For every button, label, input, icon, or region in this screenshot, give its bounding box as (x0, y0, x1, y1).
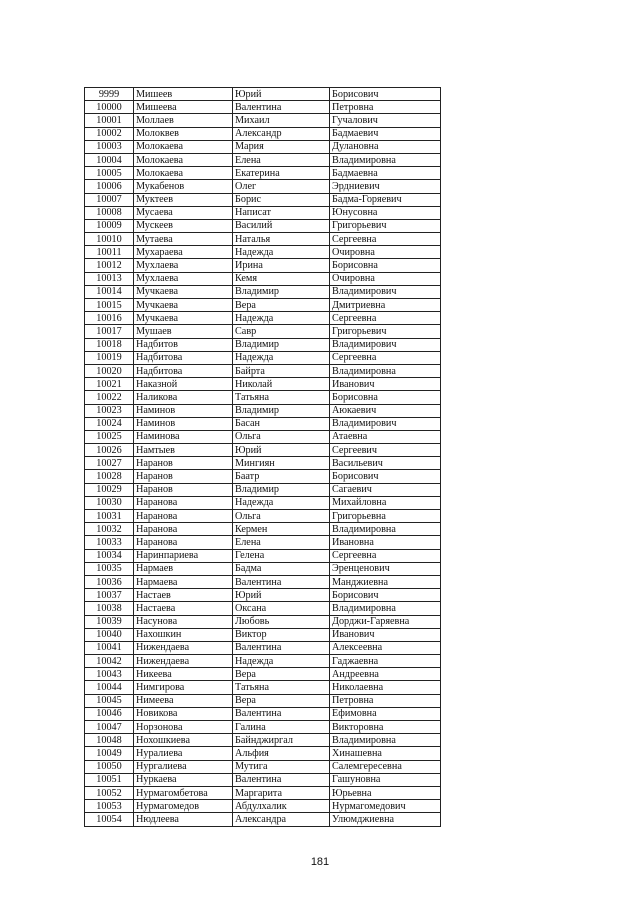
table-row (85, 391, 441, 404)
first-name-cell: Баатр (233, 470, 330, 483)
table-row (85, 312, 441, 325)
first-name-cell: Гелена (233, 549, 330, 562)
surname-cell: Мухараева (134, 246, 233, 259)
first-name-cell: Александра (233, 813, 330, 826)
patronymic-cell: Иванович (330, 378, 441, 391)
record-number-cell: 10040 (85, 628, 134, 641)
surname-cell: Наранова (134, 536, 233, 549)
patronymic-cell: Улюмджиевна (330, 813, 441, 826)
first-name-cell: Борис (233, 193, 330, 206)
surname-cell: Наранов (134, 483, 233, 496)
table-row (85, 180, 441, 193)
first-name-cell: Юрий (233, 444, 330, 457)
first-name-cell: Басан (233, 417, 330, 430)
surname-cell: Мучкаева (134, 299, 233, 312)
table-row (85, 153, 441, 166)
record-number-cell: 10017 (85, 325, 134, 338)
record-number-cell: 10005 (85, 167, 134, 180)
record-number-cell: 10009 (85, 219, 134, 232)
first-name-cell: Бадма (233, 562, 330, 575)
record-number-cell: 10036 (85, 575, 134, 588)
table-row (85, 404, 441, 417)
surname-cell: Настаев (134, 589, 233, 602)
surname-cell: Мусаева (134, 206, 233, 219)
table-row (85, 760, 441, 773)
first-name-cell: Надежда (233, 312, 330, 325)
surname-cell: Настаева (134, 602, 233, 615)
record-number-cell: 10046 (85, 707, 134, 720)
patronymic-cell: Очировна (330, 272, 441, 285)
surname-cell: Наранова (134, 510, 233, 523)
record-number-cell: 10006 (85, 180, 134, 193)
table-row (85, 496, 441, 509)
record-number-cell: 10028 (85, 470, 134, 483)
surname-cell: Мишеева (134, 101, 233, 114)
patronymic-cell: Гашуновна (330, 773, 441, 786)
record-number-cell: 10007 (85, 193, 134, 206)
table-row (85, 536, 441, 549)
record-number-cell: 10049 (85, 747, 134, 760)
table-row (85, 641, 441, 654)
table-row (85, 233, 441, 246)
first-name-cell: Галина (233, 721, 330, 734)
first-name-cell: Юрий (233, 88, 330, 101)
record-number-cell: 10013 (85, 272, 134, 285)
first-name-cell: Валентина (233, 707, 330, 720)
register-body (85, 88, 441, 827)
patronymic-cell: Бадмаевна (330, 167, 441, 180)
table-row (85, 483, 441, 496)
record-number-cell: 10047 (85, 721, 134, 734)
surname-cell: Мутаева (134, 233, 233, 246)
first-name-cell: Наталья (233, 233, 330, 246)
table-row (85, 562, 441, 575)
table-row (85, 101, 441, 114)
record-number-cell: 10054 (85, 813, 134, 826)
surname-cell: Нармаев (134, 562, 233, 575)
patronymic-cell: Ефимовна (330, 707, 441, 720)
first-name-cell: Мутига (233, 760, 330, 773)
first-name-cell: Михаил (233, 114, 330, 127)
first-name-cell: Юрий (233, 589, 330, 602)
patronymic-cell: Сергеевна (330, 312, 441, 325)
patronymic-cell: Хинашевна (330, 747, 441, 760)
surname-cell: Нижендаева (134, 641, 233, 654)
first-name-cell: Валентина (233, 773, 330, 786)
record-number-cell: 10039 (85, 615, 134, 628)
patronymic-cell: Михайловна (330, 496, 441, 509)
patronymic-cell: Владимировна (330, 364, 441, 377)
surname-cell: Наринпариева (134, 549, 233, 562)
table-row (85, 800, 441, 813)
table-row (85, 523, 441, 536)
table-row (85, 549, 441, 562)
surname-cell: Наминова (134, 430, 233, 443)
table-row (85, 114, 441, 127)
table-row (85, 272, 441, 285)
first-name-cell: Елена (233, 153, 330, 166)
record-number-cell: 10025 (85, 430, 134, 443)
record-number-cell: 10019 (85, 351, 134, 364)
table-row (85, 747, 441, 760)
patronymic-cell: Бадмаевич (330, 127, 441, 140)
first-name-cell: Кермен (233, 523, 330, 536)
first-name-cell: Валентина (233, 101, 330, 114)
record-number-cell: 10034 (85, 549, 134, 562)
first-name-cell: Татьяна (233, 681, 330, 694)
table-row (85, 219, 441, 232)
record-number-cell: 10037 (85, 589, 134, 602)
patronymic-cell: Гаджаевна (330, 655, 441, 668)
surname-cell: Надбитова (134, 364, 233, 377)
surname-cell: Мушаев (134, 325, 233, 338)
record-number-cell: 10021 (85, 378, 134, 391)
first-name-cell: Татьяна (233, 391, 330, 404)
patronymic-cell: Борисович (330, 470, 441, 483)
first-name-cell: Елена (233, 536, 330, 549)
patronymic-cell: Борисовна (330, 259, 441, 272)
table-row (85, 773, 441, 786)
surname-cell: Насунова (134, 615, 233, 628)
record-number-cell: 10004 (85, 153, 134, 166)
table-row (85, 127, 441, 140)
patronymic-cell: Сагаевич (330, 483, 441, 496)
surname-cell: Наранова (134, 523, 233, 536)
surname-cell: Мукабенов (134, 180, 233, 193)
first-name-cell: Василий (233, 219, 330, 232)
patronymic-cell: Нурмагомедович (330, 800, 441, 813)
patronymic-cell: Ивановна (330, 536, 441, 549)
patronymic-cell: Бадма-Горяевич (330, 193, 441, 206)
surname-cell: Надбитов (134, 338, 233, 351)
patronymic-cell: Эрдниевич (330, 180, 441, 193)
surname-cell: Наранов (134, 457, 233, 470)
surname-cell: Никеева (134, 668, 233, 681)
patronymic-cell: Владимирович (330, 285, 441, 298)
patronymic-cell: Салемгересевна (330, 760, 441, 773)
table-row (85, 694, 441, 707)
record-number-cell: 10045 (85, 694, 134, 707)
table-row (85, 628, 441, 641)
record-number-cell: 10043 (85, 668, 134, 681)
patronymic-cell: Манджиевна (330, 575, 441, 588)
table-row (85, 655, 441, 668)
record-number-cell: 10044 (85, 681, 134, 694)
table-row (85, 246, 441, 259)
record-number-cell: 10012 (85, 259, 134, 272)
patronymic-cell: Дорджи-Гаряевна (330, 615, 441, 628)
patronymic-cell: Иванович (330, 628, 441, 641)
first-name-cell: Олег (233, 180, 330, 193)
table-row (85, 575, 441, 588)
first-name-cell: Ольга (233, 430, 330, 443)
patronymic-cell: Юрьевна (330, 786, 441, 799)
surname-cell: Мускеев (134, 219, 233, 232)
record-number-cell: 10048 (85, 734, 134, 747)
surname-cell: Нургалиева (134, 760, 233, 773)
record-number-cell: 10010 (85, 233, 134, 246)
surname-cell: Молокаева (134, 140, 233, 153)
first-name-cell: Вера (233, 668, 330, 681)
table-row (85, 707, 441, 720)
first-name-cell: Надежда (233, 655, 330, 668)
first-name-cell: Мингиян (233, 457, 330, 470)
surname-cell: Наминов (134, 417, 233, 430)
patronymic-cell: Дмитриевна (330, 299, 441, 312)
first-name-cell: Альфия (233, 747, 330, 760)
record-number-cell: 10027 (85, 457, 134, 470)
patronymic-cell: Петровна (330, 101, 441, 114)
patronymic-cell: Борисовна (330, 391, 441, 404)
table-row (85, 364, 441, 377)
record-number-cell: 10038 (85, 602, 134, 615)
table-row (85, 615, 441, 628)
first-name-cell: Надежда (233, 351, 330, 364)
record-number-cell: 10024 (85, 417, 134, 430)
first-name-cell: Кемя (233, 272, 330, 285)
patronymic-cell: Владимирович (330, 417, 441, 430)
first-name-cell: Надежда (233, 246, 330, 259)
table-row (85, 668, 441, 681)
patronymic-cell: Атаевна (330, 430, 441, 443)
surname-cell: Молоквев (134, 127, 233, 140)
first-name-cell: Александр (233, 127, 330, 140)
record-number-cell: 10031 (85, 510, 134, 523)
surname-cell: Мухлаева (134, 272, 233, 285)
surname-cell: Мишеев (134, 88, 233, 101)
patronymic-cell: Владимировна (330, 734, 441, 747)
record-number-cell: 10023 (85, 404, 134, 417)
record-number-cell: 10011 (85, 246, 134, 259)
record-number-cell: 10000 (85, 101, 134, 114)
table-row (85, 140, 441, 153)
name-register-table (84, 87, 441, 827)
record-number-cell: 10003 (85, 140, 134, 153)
table-row (85, 681, 441, 694)
record-number-cell: 10033 (85, 536, 134, 549)
record-number-cell: 10029 (85, 483, 134, 496)
first-name-cell: Вера (233, 694, 330, 707)
first-name-cell: Написат (233, 206, 330, 219)
record-number-cell: 10014 (85, 285, 134, 298)
first-name-cell: Абдулхалик (233, 800, 330, 813)
table-row (85, 285, 441, 298)
record-number-cell: 10035 (85, 562, 134, 575)
record-number-cell: 10026 (85, 444, 134, 457)
page-number: 181 (310, 856, 330, 868)
patronymic-cell: Николаевна (330, 681, 441, 694)
patronymic-cell: Владимировна (330, 602, 441, 615)
surname-cell: Нижендаева (134, 655, 233, 668)
patronymic-cell: Владимирович (330, 338, 441, 351)
surname-cell: Молокаева (134, 153, 233, 166)
surname-cell: Нимеева (134, 694, 233, 707)
table-row (85, 417, 441, 430)
record-number-cell: 10050 (85, 760, 134, 773)
patronymic-cell: Владимировна (330, 523, 441, 536)
surname-cell: Надбитова (134, 351, 233, 364)
record-number-cell: 10032 (85, 523, 134, 536)
record-number-cell: 10016 (85, 312, 134, 325)
table-row (85, 457, 441, 470)
first-name-cell: Владимир (233, 483, 330, 496)
surname-cell: Намтыев (134, 444, 233, 457)
patronymic-cell: Васильевич (330, 457, 441, 470)
record-number-cell: 10041 (85, 641, 134, 654)
surname-cell: Нурмагомбетова (134, 786, 233, 799)
surname-cell: Нурмагомедов (134, 800, 233, 813)
surname-cell: Норзонова (134, 721, 233, 734)
table-row (85, 259, 441, 272)
surname-cell: Мухлаева (134, 259, 233, 272)
first-name-cell: Виктор (233, 628, 330, 641)
first-name-cell: Екатерина (233, 167, 330, 180)
table-row (85, 510, 441, 523)
patronymic-cell: Викторовна (330, 721, 441, 734)
patronymic-cell: Григорьевич (330, 219, 441, 232)
first-name-cell: Владимир (233, 285, 330, 298)
record-number-cell: 10008 (85, 206, 134, 219)
record-number-cell: 10022 (85, 391, 134, 404)
table-row (85, 589, 441, 602)
first-name-cell: Владимир (233, 338, 330, 351)
table-row (85, 813, 441, 826)
table-row (85, 378, 441, 391)
surname-cell: Наминов (134, 404, 233, 417)
record-number-cell: 10053 (85, 800, 134, 813)
surname-cell: Нюдлеева (134, 813, 233, 826)
table-row (85, 193, 441, 206)
patronymic-cell: Григорьевна (330, 510, 441, 523)
first-name-cell: Оксана (233, 602, 330, 615)
record-number-cell: 10030 (85, 496, 134, 509)
patronymic-cell: Петровна (330, 694, 441, 707)
patronymic-cell: Андреевна (330, 668, 441, 681)
first-name-cell: Валентина (233, 641, 330, 654)
patronymic-cell: Гучалович (330, 114, 441, 127)
patronymic-cell: Сергеевна (330, 233, 441, 246)
surname-cell: Муктеев (134, 193, 233, 206)
table-row (85, 206, 441, 219)
table-row (85, 470, 441, 483)
surname-cell: Нохошкиева (134, 734, 233, 747)
table-row (85, 338, 441, 351)
patronymic-cell: Дулановна (330, 140, 441, 153)
surname-cell: Моллаев (134, 114, 233, 127)
surname-cell: Мучкаева (134, 285, 233, 298)
surname-cell: Нармаева (134, 575, 233, 588)
patronymic-cell: Очировна (330, 246, 441, 259)
record-number-cell: 10002 (85, 127, 134, 140)
patronymic-cell: Сергеевич (330, 444, 441, 457)
patronymic-cell: Алексеевна (330, 641, 441, 654)
first-name-cell: Ирина (233, 259, 330, 272)
table-row (85, 430, 441, 443)
first-name-cell: Любовь (233, 615, 330, 628)
surname-cell: Мучкаева (134, 312, 233, 325)
surname-cell: Нимгирова (134, 681, 233, 694)
patronymic-cell: Юнусовна (330, 206, 441, 219)
first-name-cell: Надежда (233, 496, 330, 509)
surname-cell: Нахошкин (134, 628, 233, 641)
first-name-cell: Ольга (233, 510, 330, 523)
record-number-cell: 10018 (85, 338, 134, 351)
patronymic-cell: Владимировна (330, 153, 441, 166)
surname-cell: Нуралиева (134, 747, 233, 760)
patronymic-cell: Эренценович (330, 562, 441, 575)
patronymic-cell: Сергеевна (330, 351, 441, 364)
record-number-cell: 9999 (85, 88, 134, 101)
table-row (85, 444, 441, 457)
table-row (85, 721, 441, 734)
patronymic-cell: Борисович (330, 589, 441, 602)
patronymic-cell: Аюкаевич (330, 404, 441, 417)
first-name-cell: Валентина (233, 575, 330, 588)
first-name-cell: Байрта (233, 364, 330, 377)
patronymic-cell: Борисович (330, 88, 441, 101)
first-name-cell: Вера (233, 299, 330, 312)
first-name-cell: Байнджиргал (233, 734, 330, 747)
surname-cell: Наликова (134, 391, 233, 404)
first-name-cell: Маргарита (233, 786, 330, 799)
first-name-cell: Мария (233, 140, 330, 153)
table-row (85, 325, 441, 338)
patronymic-cell: Григорьевич (330, 325, 441, 338)
surname-cell: Новикова (134, 707, 233, 720)
table-row (85, 88, 441, 101)
table-row (85, 167, 441, 180)
table-row (85, 602, 441, 615)
first-name-cell: Савр (233, 325, 330, 338)
record-number-cell: 10020 (85, 364, 134, 377)
table-row (85, 299, 441, 312)
first-name-cell: Владимир (233, 404, 330, 417)
table-row (85, 351, 441, 364)
record-number-cell: 10051 (85, 773, 134, 786)
table-row (85, 786, 441, 799)
record-number-cell: 10042 (85, 655, 134, 668)
first-name-cell: Николай (233, 378, 330, 391)
record-number-cell: 10052 (85, 786, 134, 799)
surname-cell: Наказной (134, 378, 233, 391)
surname-cell: Нуркаева (134, 773, 233, 786)
record-number-cell: 10001 (85, 114, 134, 127)
surname-cell: Наранов (134, 470, 233, 483)
patronymic-cell: Сергеевна (330, 549, 441, 562)
surname-cell: Наранова (134, 496, 233, 509)
surname-cell: Молокаева (134, 167, 233, 180)
table-row (85, 734, 441, 747)
record-number-cell: 10015 (85, 299, 134, 312)
